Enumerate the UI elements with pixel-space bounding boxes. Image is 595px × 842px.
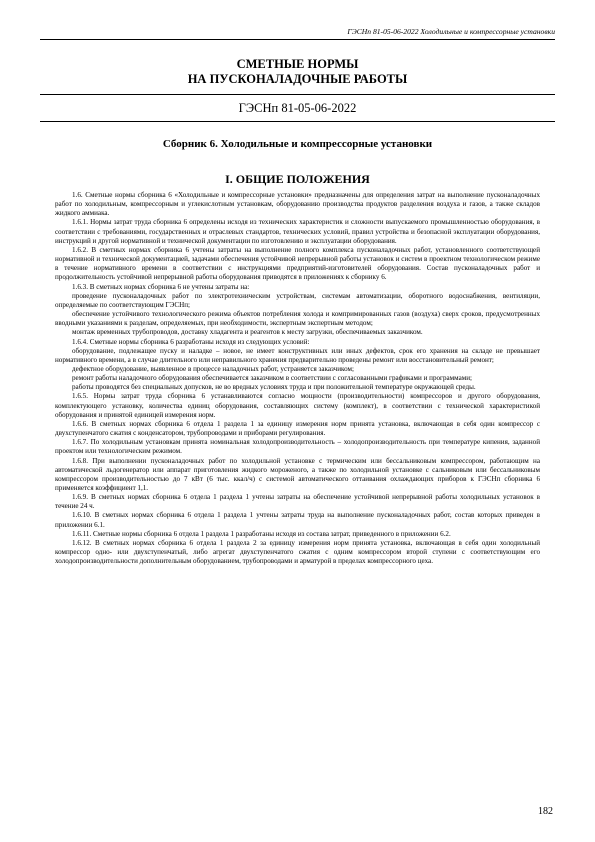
paragraph: 1.6.1. Нормы затрат труда сборника 6 определены исходя из технических характеристик и сложности выпускаемого промышленностью оборудования, в соответствии с требованиями, государственных и отраслевых стандартов, технических условий, правил устройства и безопасной эксплуатации оборудования, инструкций и другой нормативной и технической документации по изготовлению и эксплуатации оборудования. xyxy=(55,218,540,245)
paragraph: 1.6.8. При выполнении пусконаладочных работ по холодильной установке с термическим или бессальниковым компрессором, работающим на автоматической льдогенератор или аппарат приготовления жидкого мороженого, а также по холодильной установке с сальниковым или бессальниковым компрессором производительностью до 7 кВт (6 тыс. ккал/ч) с системой автоматического оттаивания охлаждающих приборов к ГЭСНп сборника 6 применяется коэффициент 1,1. xyxy=(55,456,540,492)
paragraph: оборудование, подлежащее пуску и наладке – новое, не имеет конструктивных или иных дефектов, срок его хранения на складе не превышает нормативного времени, а в случае длительного или неправильного хранения предварительно проведены ремонт или восстановительный ремонт; xyxy=(55,346,540,364)
paragraph: 1.6.10. В сметных нормах сборника 6 отдела 1 раздела 1 учтены затраты труда на выполнение пусконаладочных работ, состав которых приведен в приложении 6.1. xyxy=(55,511,540,529)
paragraph: 1.6. Сметные нормы сборника 6 «Холодильные и компрессорные установки» предназначены для определения затрат на выполнение пусконаладочных работ по холодильным, компрессорным и углекислотным установкам, оборудованию производства продуктов разделения воздуха и газов, а также складов жидкого аммиака. xyxy=(55,191,540,218)
paragraph: 1.6.5. Нормы затрат труда сборника 6 устанавливаются согласно мощности (производительности) компрессоров и другого оборудования, комплектующего установку, количества единиц оборудования, составляющих систему (комплект), в соответствии с технической характеристикой оборудования и принятой единицей измерения норм. xyxy=(55,392,540,419)
paragraph: ремонт работы наладочного оборудования обеспечивается заказчиком в соответствии с согласованными графиками и программами; xyxy=(72,374,472,383)
paragraph: 1.6.6. В сметных нормах сборника 6 отдела 1 раздела 1 за единицу измерения норм принята установка, включающая в себя один компрессор с двухступенчатого сжатия с конденсатором, трубопроводами и приборами регулирования. xyxy=(55,419,540,438)
paragraph: 1.6.2. В сметных нормах сборника 6 учтены затраты на выполнение полного комплекса пусконаладочных работ, установленного соответствующей нормативной и технической документацией, задачами обеспечения устойчивой непрерывной работы установок и систем в проектном технологическом режиме в течение нормативного времени в соответствии с инструкциями предприятий-изготовителей оборудования. Состав пусконаладочных работ и продолжительность устойчивой непрерывной работы оборудования приводятся в приложениях к сборнику 6. xyxy=(55,245,540,282)
title-rule-bottom xyxy=(40,121,555,122)
paragraph: 1.6.11. Сметные нормы сборника 6 отдела 1 раздела 1 разработаны исходя из состава затрат, приведенного в приложении 6.2. xyxy=(72,529,451,538)
paragraph: монтаж временных трубопроводов, доставку хладагента и реагентов к месту загрузки, обеспечиваемых заказчиком. xyxy=(72,328,423,337)
title-line-1: СМЕТНЫЕ НОРМЫ xyxy=(236,57,359,71)
document-title xyxy=(40,57,555,87)
paragraph: 1.6.12. В сметных нормах сборника 6 отдела 1 раздела 2 за единицу измерения норм принята установка, включающая в себя один холодильный компрессор одно- или двухступенчатый, либо агрегат двухступенчатого сжатия с одним компрессором второй ступени с соответствующим его холодопроизводительности дополнительным оборудованием, трубопроводами и арматурой в пределах компрессорного цеха. xyxy=(55,538,540,566)
header-rule xyxy=(40,39,555,40)
body-text xyxy=(55,191,540,566)
section-title: I. ОБЩИЕ ПОЛОЖЕНИЯ xyxy=(225,172,370,186)
paragraph: обеспечение устойчивого технологического режима объектов потребления холода и компримированных газов (воздуха) сверх сроков, предусмотренных вводными указаниями к разделам, определяемых, при необходимости, экспертным экспертным методом; xyxy=(55,310,540,328)
paragraph: 1.6.3. В сметных нормах сборника 6 не учтены затраты на: xyxy=(72,282,250,291)
title-rule-top xyxy=(40,94,555,95)
paragraph: 1.6.4. Сметные нормы сборника 6 разработаны исходя из следующих условий: xyxy=(72,337,310,346)
title-line-2: НА ПУСКОНАЛАДОЧНЫЕ РАБОТЫ xyxy=(187,72,408,86)
collection-title: Сборник 6. Холодильные и компрессорные установки xyxy=(162,138,433,150)
document-code: ГЭСНп 81-05-06-2022 xyxy=(238,101,357,115)
paragraph: дефектное оборудование, выявленное в процессе наладочных работ, устраняется заказчиком; xyxy=(72,364,354,373)
paragraph: 1.6.9. В сметных нормах сборника 6 отдела 1 раздела 1 учтены затраты на обеспечение устойчивой непрерывной работы холодильных установок в течение 24 ч. xyxy=(55,493,540,511)
paragraph: 1.6.7. По холодильным установкам принята номинальная холодопроизводительность – холодопроизводительность при температуре кипения, заданной проектом или технологическим режимом. xyxy=(55,438,540,456)
page-number: 182 xyxy=(538,806,553,817)
running-head: ГЭСНп 81-05-06-2022 Холодильные и компрессорные установки xyxy=(347,27,555,36)
paragraph: проведение пусконаладочных работ по электротехническим устройствам, системам автоматизации, оборотного водоснабжения, вентиляции, определяемые по соответствующим ГЭСНп; xyxy=(55,291,540,309)
paragraph: работы проводятся без специальных допусков, не во вредных условиях труда и при положительной температуре окружающей среды. xyxy=(72,383,476,392)
